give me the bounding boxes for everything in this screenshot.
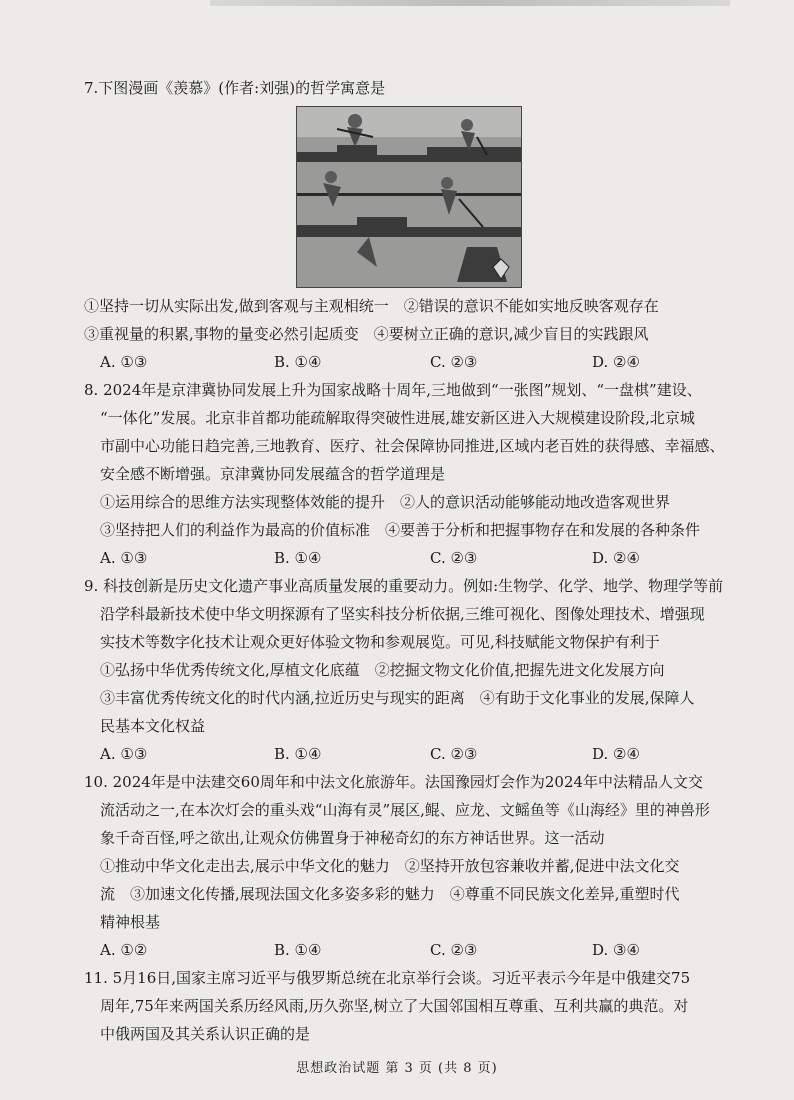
q10-line-2: 流活动之一,在本次灯会的重头戏“山海有灵”展区,鲲、应龙、文鳐鱼等《山海经》里的神兽形: [100, 801, 710, 819]
q8-option-line-2: ③坚持把人们的利益作为最高的价值标准 ④要善于分析和把握事物存在和发展的各种条件: [100, 521, 701, 539]
q9-option-line-1: ①弘扬中华优秀传统文化,厚植文化底蕴 ②挖掘文物文化价值,把握先进文化发展方向: [100, 661, 665, 679]
cartoon-drawing: [297, 107, 521, 287]
q11-line-2: 周年,75年来两国关系历经风雨,历久弥坚,树立了大国邻国相互尊重、互利共赢的典范。对: [100, 997, 689, 1015]
q9-line-2: 沿学科最新技术使中华文明探源有了坚实科技分析依据,三维可视化、图像处理技术、增强现: [100, 605, 705, 623]
question-7: [84, 74, 744, 102]
q10-option-line-3: 精神根基: [100, 913, 161, 931]
q7-option-line-2: ③重视量的积累,事物的量变必然引起质变 ④要树立正确的意识,减少盲目的实践跟风: [84, 325, 649, 343]
q9-line-3: 实技术等数字化技术让观众更好体验文物和参观展览。可见,科技赋能文物保护有利于: [100, 633, 660, 651]
q7-choice-a[interactable]: A. ①③: [100, 353, 148, 371]
q10-choice-a[interactable]: A. ①②: [100, 941, 148, 959]
scan-edge-mark: [210, 0, 730, 6]
question-8: [84, 376, 744, 572]
q10-line-1: 10. 2024年是中法建交60周年和中法文化旅游年。法国豫园灯会作为2024年中法精品人文交: [84, 773, 704, 791]
question-10: [84, 768, 744, 964]
q11-line-1: 11. 5月16日,国家主席习近平与俄罗斯总统在北京举行会谈。习近平表示今年是中俄建交75: [84, 969, 691, 987]
q9-choice-a[interactable]: A. ①③: [100, 745, 148, 763]
q7-choices: [84, 348, 744, 376]
page-footer: 思想政治试题 第 3 页 (共 8 页): [296, 1061, 498, 1076]
q7-option-line-1: ①坚持一切从实际出发,做到客观与主观相统一 ②错误的意识不能如实地反映客观存在: [84, 297, 659, 315]
q8-line-4: 安全感不断增强。京津冀协同发展蕴含的哲学道理是: [100, 465, 446, 483]
q9-option-line-3: 民基本文化权益: [100, 717, 206, 735]
q7-choice-c[interactable]: C. ②③: [430, 353, 478, 371]
q9-line-1: 9. 科技创新是历史文化遗产事业高质量发展的重要动力。例如:生物学、化学、地学、物理学等前: [84, 577, 724, 595]
q8-line-3: 市副中心功能日趋完善,三地教育、医疗、社会保障协同推进,区域内老百姓的获得感、幸福感、: [100, 437, 725, 455]
q7-choice-b[interactable]: B. ①④: [274, 353, 322, 371]
q10-option-line-2: 流 ③加速文化传播,展现法国文化多姿多彩的魅力 ④尊重不同民族文化差异,重塑时代: [100, 885, 680, 903]
q10-line-3: 象千奇百怪,呼之欲出,让观众仿佛置身于神秘奇幻的东方神话世界。这一活动: [100, 829, 605, 847]
q7-choice-d[interactable]: D. ②④: [592, 353, 640, 371]
q10-choice-d[interactable]: D. ③④: [592, 941, 640, 959]
q8-choice-d[interactable]: D. ②④: [592, 549, 640, 567]
q8-choice-a[interactable]: A. ①③: [100, 549, 148, 567]
cartoon-envy-image: [296, 106, 522, 288]
q9-choice-c[interactable]: C. ②③: [430, 745, 478, 763]
q10-choices: [84, 936, 744, 964]
question-7-options: [84, 292, 744, 376]
q8-choice-c[interactable]: C. ②③: [430, 549, 478, 567]
q9-choice-b[interactable]: B. ①④: [274, 745, 322, 763]
q9-choices: [84, 740, 744, 768]
q10-option-line-1: ①推动中华文化走出去,展示中华文化的魅力 ②坚持开放包容兼收并蓄,促进中法文化交: [100, 857, 680, 875]
q10-choice-b[interactable]: B. ①④: [274, 941, 322, 959]
q9-option-line-2: ③丰富优秀传统文化的时代内涵,拉近历史与现实的距离 ④有助于文化事业的发展,保障人: [100, 689, 695, 707]
q8-line-1: 8. 2024年是京津冀协同发展上升为国家战略十周年,三地做到“一张图”规划、“一盘棋”建设、: [84, 381, 702, 399]
q8-choice-b[interactable]: B. ①④: [274, 549, 322, 567]
q10-choice-c[interactable]: C. ②③: [430, 941, 478, 959]
q8-line-2: “一体化”发展。北京非首都功能疏解取得突破性进展,雄安新区进入大规模建设阶段,北京城: [100, 409, 695, 427]
question-11: [84, 964, 744, 1048]
q11-line-3: 中俄两国及其关系认识正确的是: [100, 1025, 311, 1043]
q8-option-line-1: ①运用综合的思维方法实现整体效能的提升 ②人的意识活动能够能动地改造客观世界: [100, 493, 671, 511]
q8-choices: [84, 544, 744, 572]
question-9: [84, 572, 744, 768]
q9-choice-d[interactable]: D. ②④: [592, 745, 640, 763]
question-7-stem: 7.下图漫画《羡慕》(作者:刘强)的哲学寓意是: [84, 79, 386, 97]
